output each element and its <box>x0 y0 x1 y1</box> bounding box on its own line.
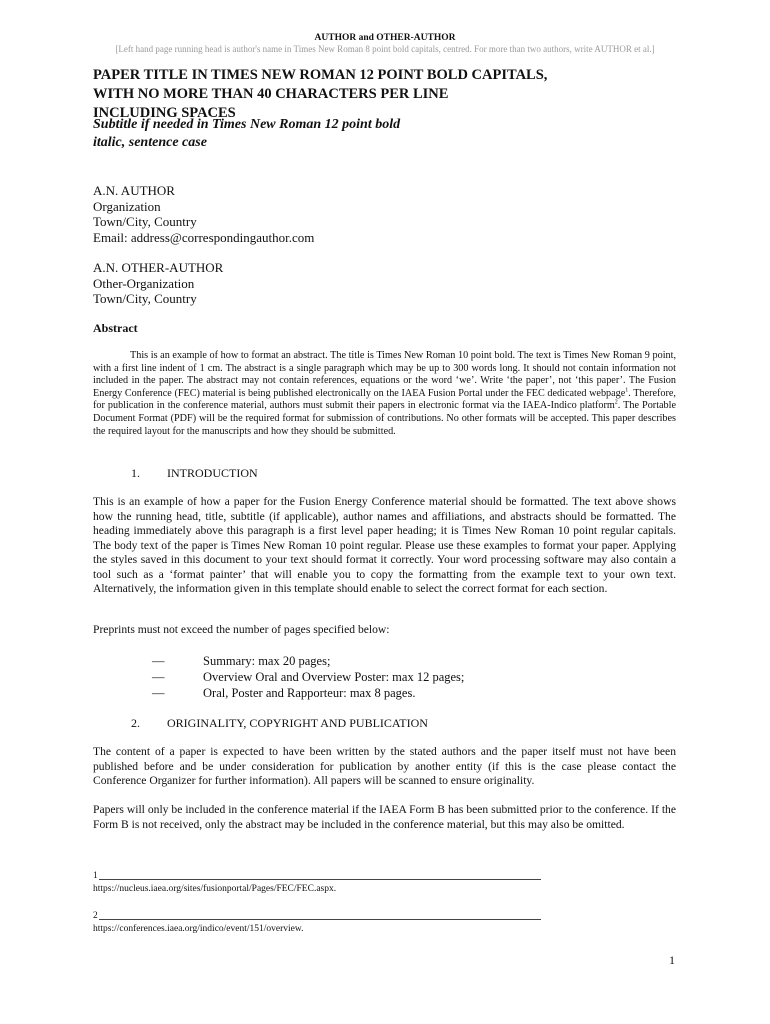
footnote-marker-line <box>93 910 553 923</box>
list-dash: — <box>152 670 165 684</box>
section-title: INTRODUCTION <box>167 466 258 480</box>
section-number: 2. <box>131 716 140 730</box>
abstract-heading: Abstract <box>93 321 138 335</box>
footnote-mark: 1 <box>93 871 98 881</box>
footnote-marker-line <box>93 870 553 883</box>
footnote-2 <box>93 910 553 936</box>
list-item-text: Summary: max 20 pages; <box>203 654 331 668</box>
author-location: Town/City, Country <box>93 291 197 306</box>
abstract-text-part: This is an example of how to format an abstract. The title is Times New Roman 10 point bold. The text is Times New Roman 9 point, with a first line indent of 1 cm. The abstract is a single paragraph which may be up to 300 words long. It should not contain information not included in the paper. The abstract may not contain references, equations or the word ‘we’. Write ‘the paper’, not ‘this paper’. The Fusion Energy Conference (FEC) material is being published electronically on the IAEA Fusion Portal under the FEC dedicated webpage <box>93 350 676 399</box>
paper-subtitle <box>93 116 693 152</box>
author-location: Town/City, Country <box>93 214 197 229</box>
list-dash: — <box>152 654 165 668</box>
author-block-1 <box>93 183 593 245</box>
list-item <box>152 685 602 701</box>
footnote-rule <box>99 910 541 920</box>
list-item-text: Oral, Poster and Rapporteur: max 8 pages. <box>203 686 416 700</box>
page-number: 1 <box>669 953 675 967</box>
section-heading-introduction <box>131 466 258 481</box>
title-line: INCLUDING SPACES <box>93 105 236 121</box>
title-line: PAPER TITLE IN TIMES NEW ROMAN 12 POINT BOLD CAPITALS, <box>93 67 548 83</box>
list-item-text: Overview Oral and Overview Poster: max 12 pages; <box>203 670 465 684</box>
subtitle-line: Subtitle if needed in Times New Roman 12 point bold <box>93 117 401 132</box>
footnote-rule <box>99 870 541 880</box>
list-item <box>152 669 602 685</box>
paper-title <box>93 66 693 123</box>
author-organization: Organization <box>93 198 161 214</box>
body-paragraph: Papers will only be included in the conference material if the IAEA Form B has been submitted prior to the conference. If the Form B is not received, only the abstract may be included in the conference material, but this may also be omitted. <box>93 803 676 831</box>
author-organization: Other-Organization <box>93 275 195 291</box>
abstract-text <box>93 350 676 438</box>
author-block-2 <box>93 260 593 307</box>
section-number: 1. <box>131 466 140 480</box>
body-paragraph: Preprints must not exceed the number of pages specified below: <box>93 623 390 636</box>
body-paragraph: This is an example of how a paper for the Fusion Energy Conference material should be formatted. The text above shows how the running head, title, subtitle (if applicable), author names and affiliations, and abstracts should be formatted. The heading immediately above this paragraph is a first level paper heading; it is Times New Roman 10 point regular capitals. The body text of the paper is Times New Roman 10 point regular. Please use these examples to format your paper. Applying the styles saved in this document to your text should format it correctly. Your word processing software may also contain a tool such as a ‘format painter’ that will enable you to copy the formatting from the example text to your own text. Alternatively, the information given in this template should enable to select the correct format for each section. <box>93 495 676 595</box>
footnote-ref-1: 1 <box>625 387 629 394</box>
author-name: A.N. OTHER-AUTHOR <box>93 260 224 275</box>
running-head: AUTHOR and OTHER-AUTHOR <box>314 33 456 43</box>
footnote-url[interactable]: https://nucleus.iaea.org/sites/fusionportal/Pages/FEC/FEC.aspx. <box>93 884 337 894</box>
footnote-url[interactable]: https://conferences.iaea.org/indico/event/151/overview. <box>93 924 304 934</box>
footnote-mark: 2 <box>93 911 98 921</box>
section-title: ORIGINALITY, COPYRIGHT AND PUBLICATION <box>167 716 428 730</box>
author-email: Email: address@correspondingauthor.com <box>93 229 315 245</box>
footnote-ref-2: 2 <box>614 399 618 406</box>
list-item <box>152 653 602 669</box>
abstract-text-part: . Therefore, for publication in the conference material, authors must submit their papers in electronic format via the IAEA-Indico platform <box>93 387 676 412</box>
footnote-1 <box>93 870 553 896</box>
list-dash: — <box>152 686 165 700</box>
body-paragraph: The content of a paper is expected to have been written by the stated authors and the paper itself must not have been published before and be under consideration for publication by another entity (if this is the case please contact the Conference Organizer for further information). All papers will be scanned to ensure originality. <box>93 745 676 787</box>
running-head-instruction: [Left hand page running head is author's name in Times New Roman 8 point bold capitals, centred. For more than two authors, write AUTHOR et al.] <box>115 44 655 54</box>
subtitle-line: italic, sentence case <box>93 135 207 150</box>
page-limit-list <box>152 653 602 701</box>
abstract-text-part: . The Portable Document Format (PDF) will be the required format for submission of contributions. No other formats will be accepted. This paper describes the required layout for the manuscripts and how they should be submitted. <box>93 400 676 437</box>
section-heading-originality <box>131 716 428 731</box>
author-name: A.N. AUTHOR <box>93 183 175 198</box>
title-line: WITH NO MORE THAN 40 CHARACTERS PER LINE <box>93 86 449 102</box>
